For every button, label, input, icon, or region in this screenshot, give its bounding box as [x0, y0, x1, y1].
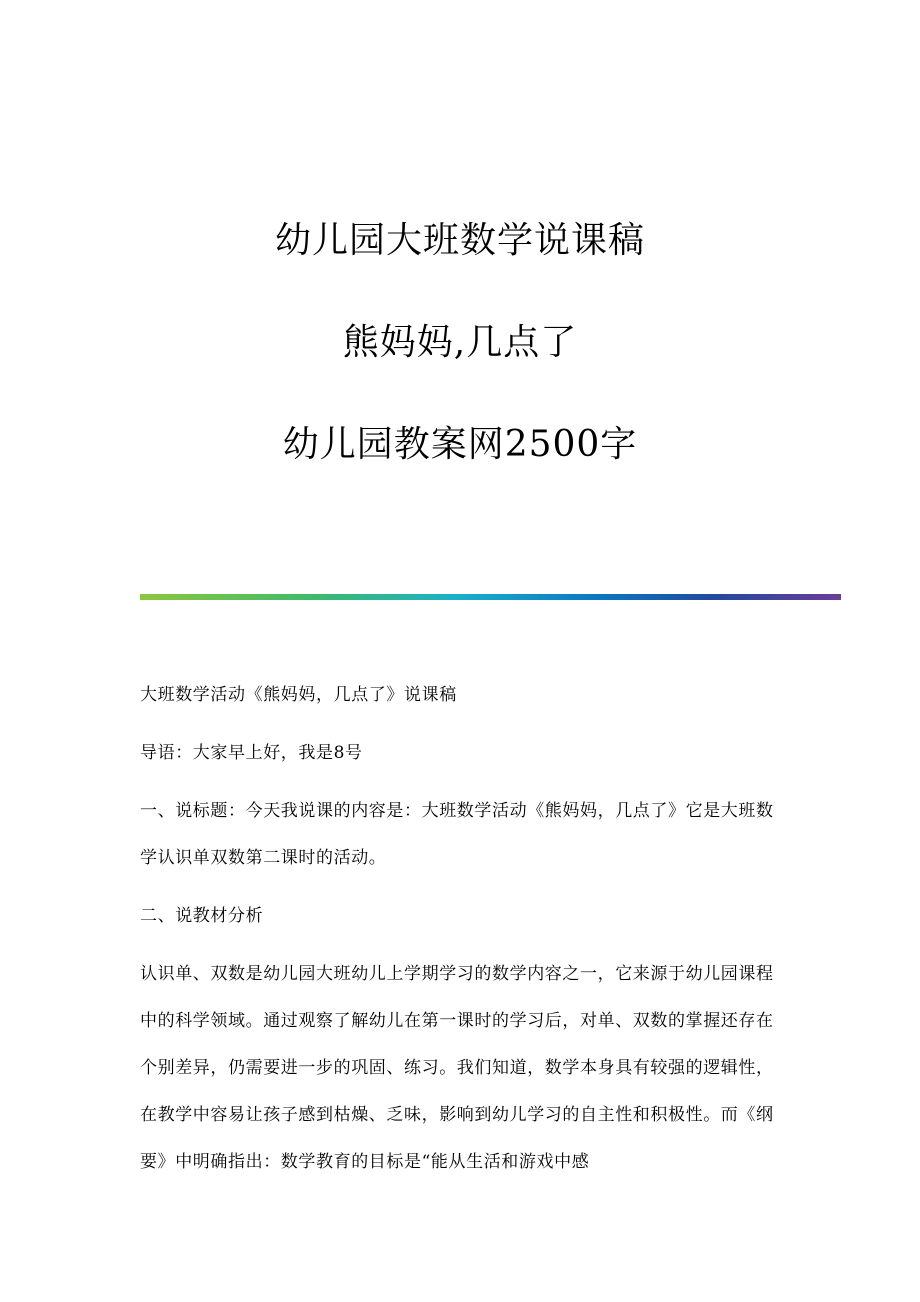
title-line-1: 幼儿园大班数学说课稿: [274, 220, 645, 261]
title-line-2: 熊妈妈,几点了: [342, 322, 578, 363]
document-body: [140, 672, 780, 1197]
gradient-divider: [140, 594, 841, 600]
paragraph-section-2-heading: 二、说教材分析: [140, 906, 264, 926]
paragraph-heading: 大班数学活动《熊妈妈，几点了》说课稿: [140, 685, 457, 705]
title-line-3: 幼儿园教案网2500字: [282, 424, 638, 465]
paragraph-section-1: 一、说标题：今天我说课的内容是：大班数学活动《熊妈妈，几点了》它是大班数学认识单双数第二课时的活动。: [140, 801, 774, 868]
paragraph-section-2-text: 认识单、双数是幼儿园大班幼儿上学期学习的数学内容之一，它来源于幼儿园课程中的科学领域。通过观察了解幼儿在第一课时的学习后，对单、双数的掌握还存在个别差异，仍需要进一步的巩固、练习。我们知道，数学本身具有较强的逻辑性，在教学中容易让孩子感到枯燥、乏味，影响到幼儿学习的自主性和积极性。而《纲要》中明确指出：数学教育的目标是“能从生活和游戏中感: [140, 964, 774, 1172]
document-title: [0, 212, 920, 518]
paragraph-intro: 导语：大家早上好，我是8号: [140, 743, 363, 763]
